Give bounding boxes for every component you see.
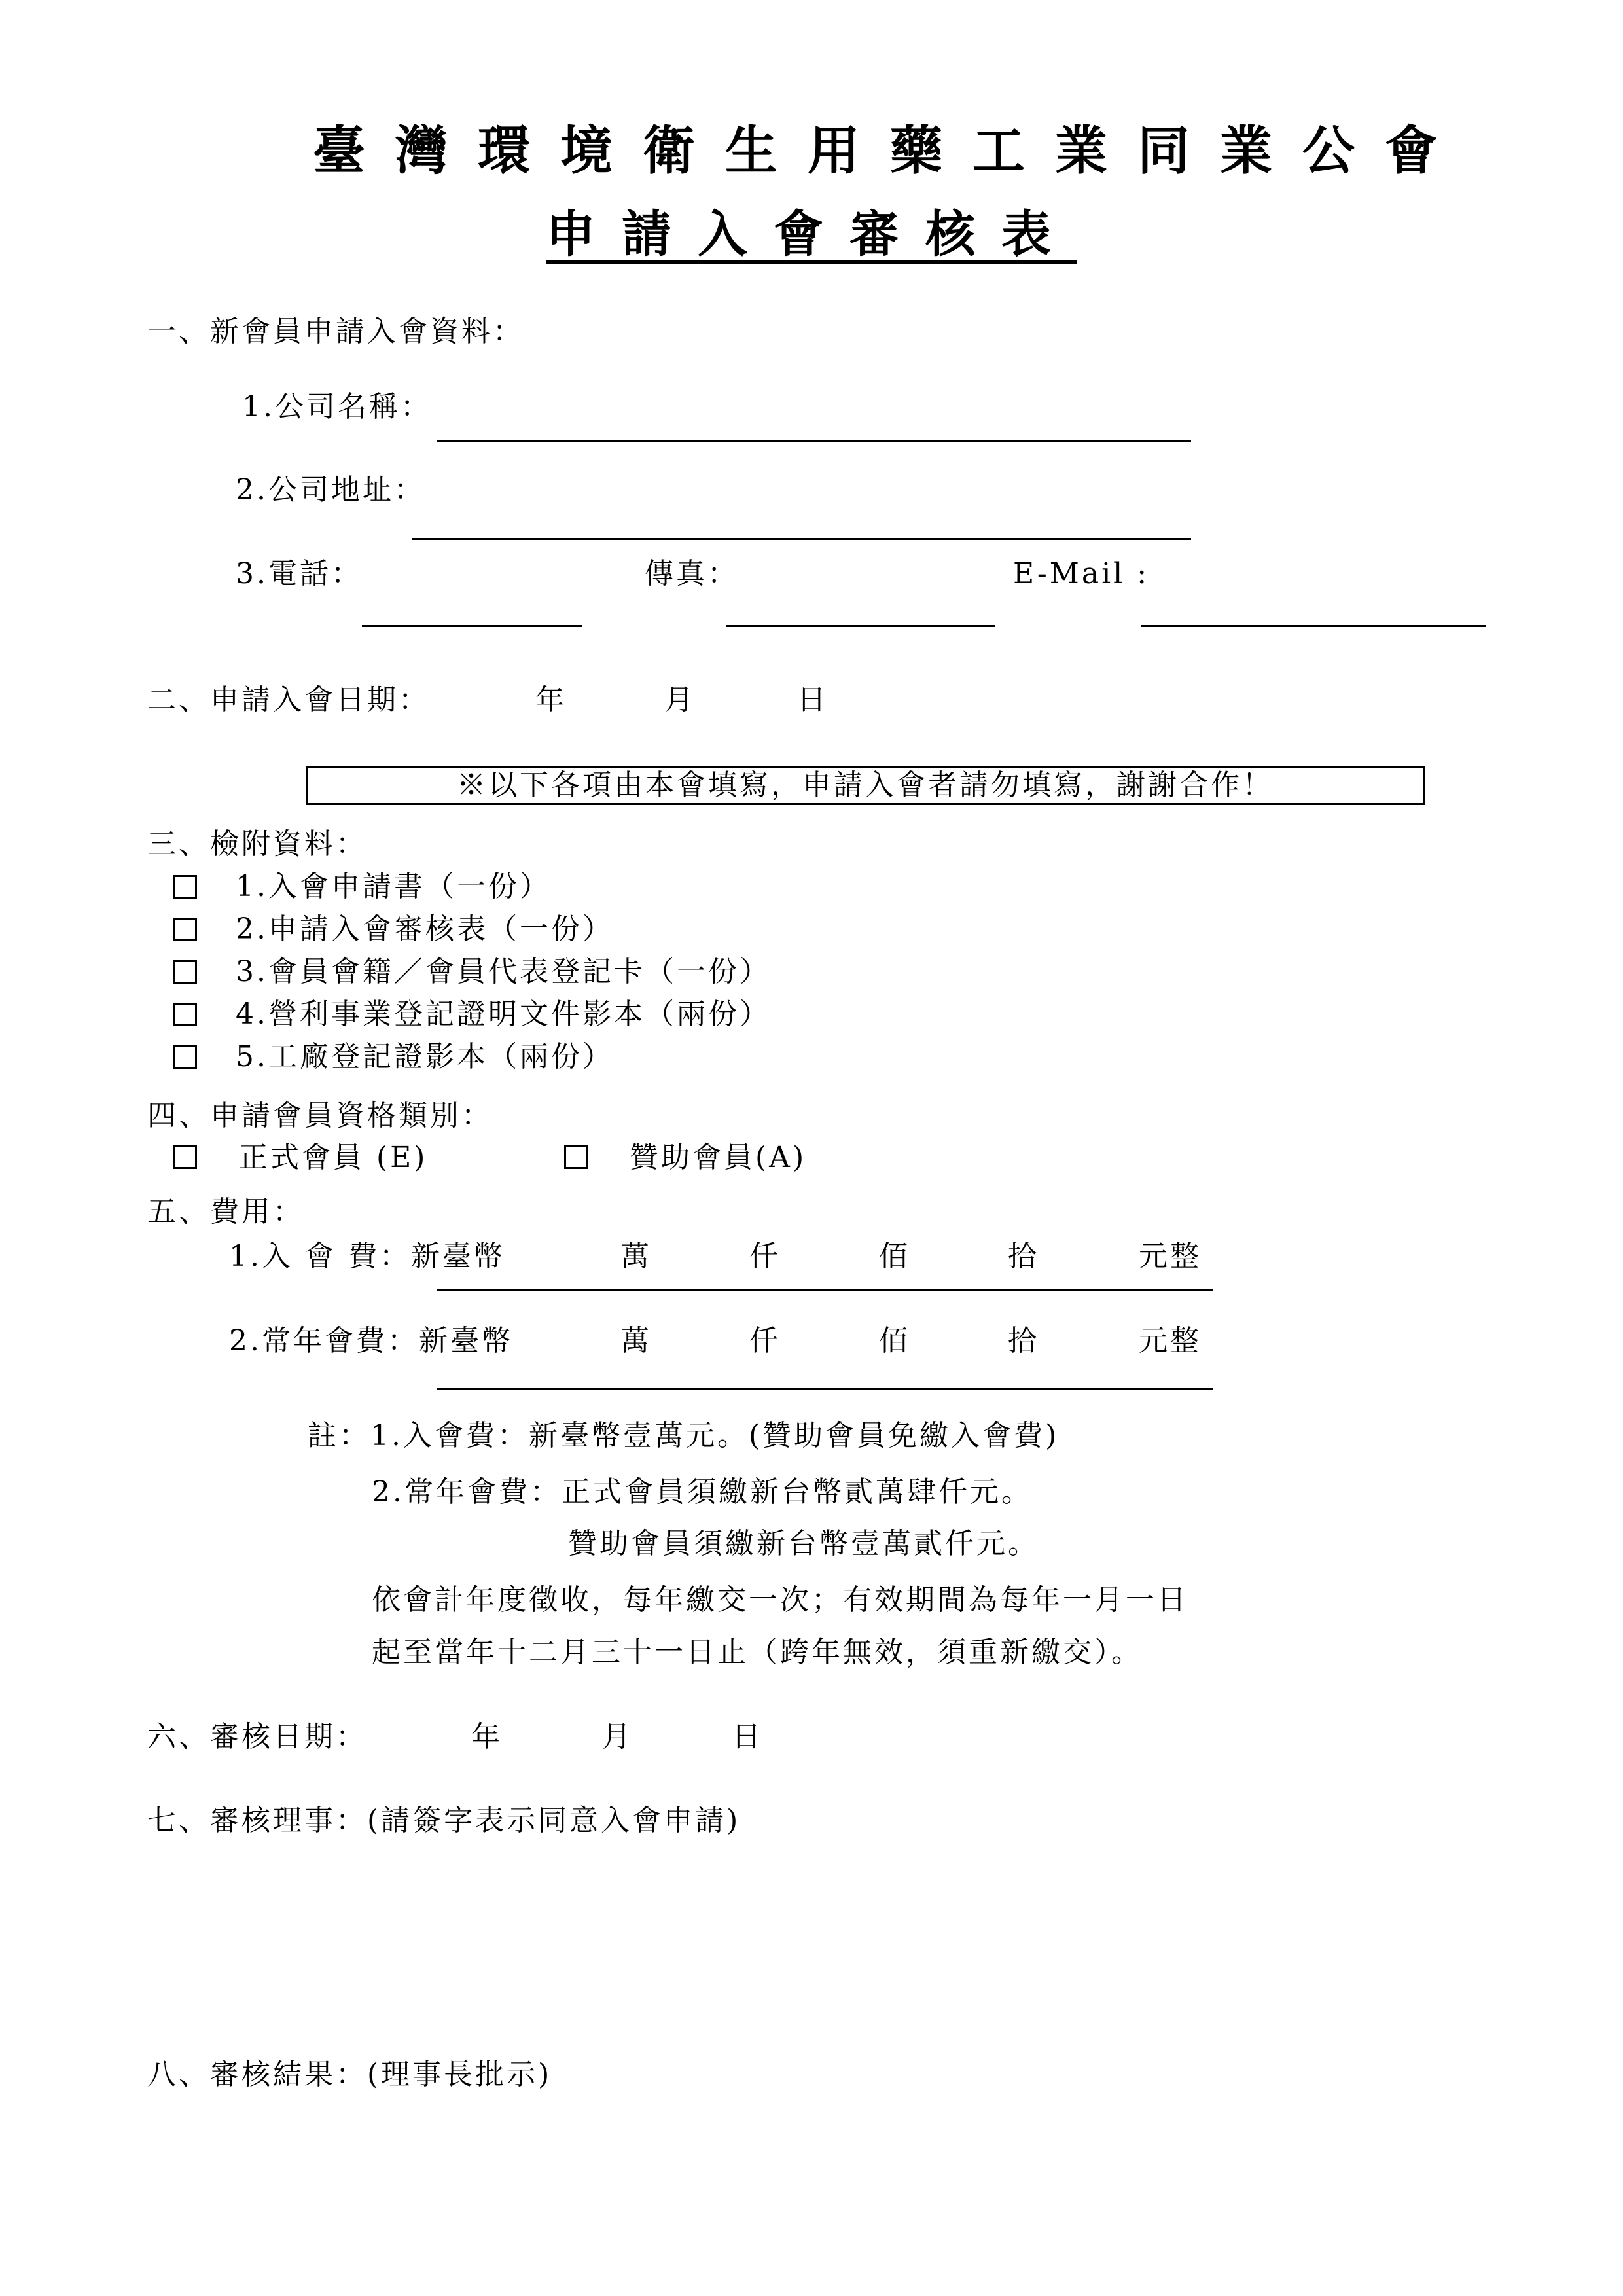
director-signature-area[interactable] <box>147 1852 1482 2049</box>
unit-label: 佰 <box>879 1324 910 1357</box>
fee-note: 依會計年度徵收，每年繳交一次；有效期間為每年一月一日 <box>372 1583 1188 1617</box>
fee-note: 起至當年十二月三十一日止（跨年無效，須重新繳交）。 <box>372 1636 1143 1669</box>
unit-label: 拾 <box>1008 1240 1039 1273</box>
unit-label: 佰 <box>879 1240 910 1273</box>
unit-label: 元整 <box>1139 1324 1202 1357</box>
attachment-item: 2.申請入會審核表（一份） <box>236 912 614 946</box>
entry-fee-label: 1.入 會 費：新臺幣 <box>229 1240 505 1273</box>
fee-note: 贊助會員須繳新台幣壹萬貳仟元。 <box>568 1527 1039 1560</box>
section8-heading: 八、審核結果：(理事長批示) <box>147 2058 552 2091</box>
attachment-checkbox[interactable] <box>173 960 197 984</box>
section5-heading: 五、費用： <box>147 1195 304 1229</box>
review-month-label: 月 <box>602 1720 633 1753</box>
application-year-label: 年 <box>535 683 567 717</box>
entry-fee-field[interactable] <box>437 1289 1213 1291</box>
fee-note: 2.常年會費：正式會員須繳新台幣貳萬肆仟元。 <box>372 1475 1033 1509</box>
chairman-approval-area[interactable] <box>147 2106 1482 2263</box>
attachment-item: 1.入會申請書（一份） <box>236 870 551 903</box>
unit-label: 拾 <box>1008 1324 1039 1357</box>
phone-label: 3.電話： <box>236 557 363 590</box>
review-year-label: 年 <box>471 1720 503 1753</box>
section3-heading: 三、檢附資料： <box>147 827 367 861</box>
unit-label: 萬 <box>620 1240 652 1273</box>
section1-heading: 一、新會員申請入會資料： <box>147 315 524 348</box>
company-name-field[interactable] <box>437 440 1191 442</box>
organization-name: 臺灣環境衛生用藥工業同業公會 <box>313 120 1467 181</box>
form-title: 申請入會審核表 <box>546 205 1077 263</box>
company-address-field[interactable] <box>412 538 1191 540</box>
company-address-label: 2.公司地址： <box>236 473 425 507</box>
email-label: E-Mail : <box>1013 557 1150 590</box>
unit-label: 仟 <box>749 1240 781 1273</box>
regular-member-label: 正式會員 (E) <box>239 1141 428 1174</box>
annual-fee-field[interactable] <box>437 1388 1213 1390</box>
sponsor-member-label: 贊助會員(A) <box>630 1141 807 1174</box>
section7-heading: 七、審核理事：(請簽字表示同意入會申請) <box>147 1804 741 1837</box>
attachment-item: 5.工廠登記證影本（兩份） <box>236 1040 614 1073</box>
application-day-label: 日 <box>797 683 829 717</box>
attachment-checkbox[interactable] <box>173 1045 197 1069</box>
regular-member-checkbox[interactable] <box>173 1145 197 1169</box>
office-use-notice: ※以下各項由本會填寫，申請入會者請勿填寫，謝謝合作！ <box>306 766 1425 805</box>
email-field[interactable] <box>1141 625 1486 627</box>
section2-heading: 二、申請入會日期： <box>147 683 430 717</box>
fax-field[interactable] <box>726 625 995 627</box>
review-day-label: 日 <box>732 1720 763 1753</box>
unit-label: 萬 <box>620 1324 652 1357</box>
fee-note: 註：1.入會費：新臺幣壹萬元。(贊助會員免繳入會費) <box>308 1419 1060 1452</box>
sponsor-member-checkbox[interactable] <box>564 1145 588 1169</box>
attachment-checkbox[interactable] <box>173 1003 197 1026</box>
section4-heading: 四、申請會員資格類別： <box>147 1099 493 1132</box>
fax-label: 傳真： <box>645 557 739 590</box>
application-month-label: 月 <box>664 683 696 717</box>
annual-fee-label: 2.常年會費：新臺幣 <box>229 1324 513 1357</box>
unit-label: 仟 <box>749 1324 781 1357</box>
attachment-item: 3.會員會籍／會員代表登記卡（一份） <box>236 955 771 988</box>
section6-heading: 六、審核日期： <box>147 1720 367 1753</box>
phone-field[interactable] <box>362 625 582 627</box>
attachment-checkbox[interactable] <box>173 918 197 941</box>
unit-label: 元整 <box>1139 1240 1202 1273</box>
company-name-label: 1.公司名稱： <box>242 390 432 423</box>
attachment-checkbox[interactable] <box>173 875 197 899</box>
attachment-item: 4.營利事業登記證明文件影本（兩份） <box>236 997 771 1031</box>
